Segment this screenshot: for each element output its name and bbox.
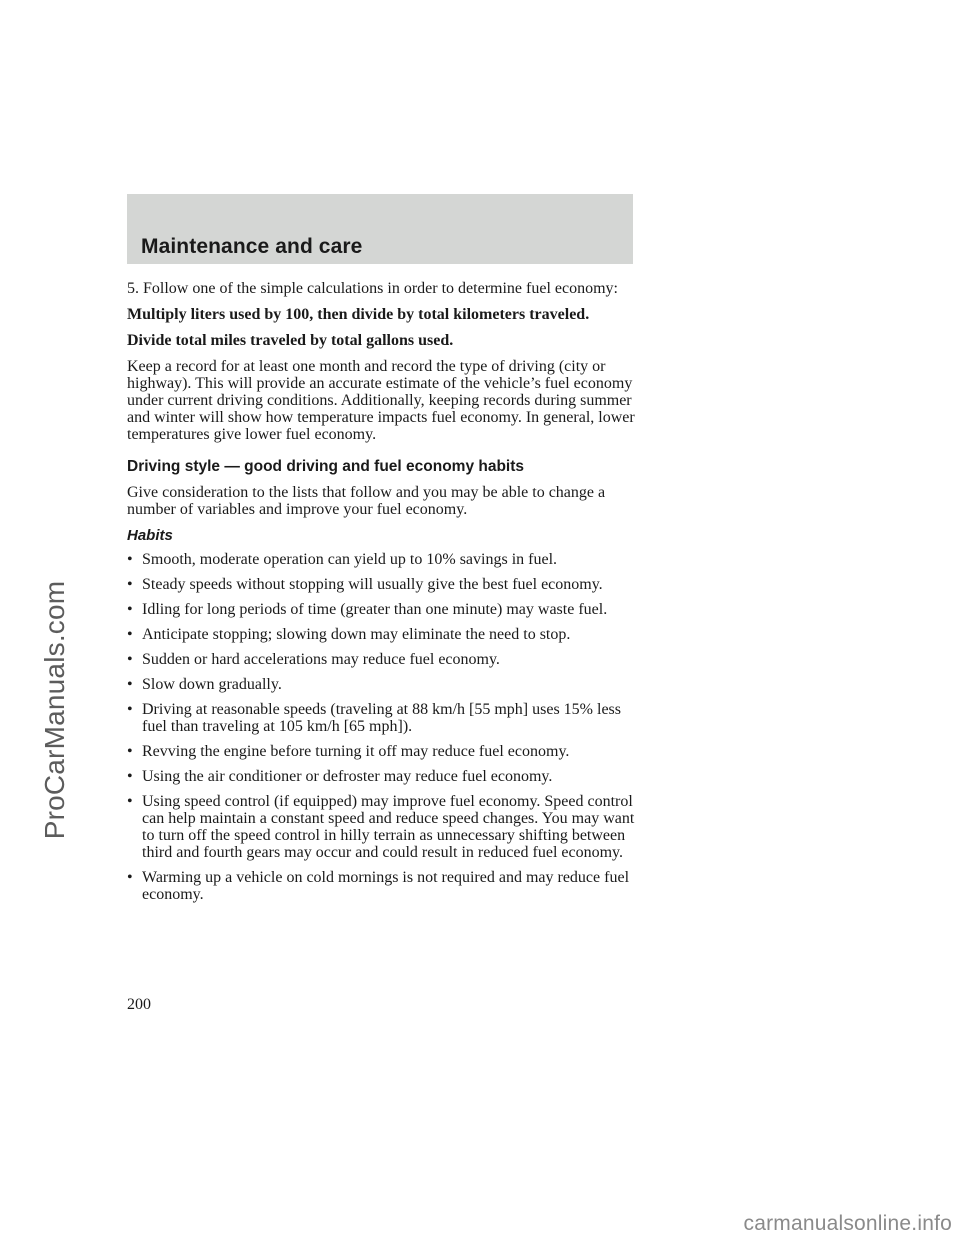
habit-text: Using speed control (if equipped) may improve fuel economy. Speed control can help maintain a constant speed and reduce speed changes. You may want to turn off the speed control in hilly terrain as unnecessary shifting between third and fourth gears may occur and could result in reduced fuel economy. — [142, 793, 635, 861]
habit-item — [127, 651, 635, 668]
habit-item — [127, 601, 635, 618]
habit-text: Idling for long periods of time (greater than one minute) may waste fuel. — [142, 601, 608, 618]
bullet-icon: • — [127, 601, 133, 618]
formula-imperial: Divide total miles traveled by total gallons used. — [127, 332, 454, 349]
bullet-icon: • — [127, 576, 133, 593]
habit-item — [127, 676, 635, 693]
driving-style-intro: Give consideration to the lists that follow and you may be able to change a number of variables and improve your fuel economy. — [127, 484, 606, 518]
driving-style-heading: Driving style — good driving and fuel economy habits — [127, 458, 525, 475]
bullet-icon: • — [127, 743, 133, 760]
section-title: Maintenance and care — [141, 235, 363, 258]
page-content — [127, 280, 635, 911]
habit-text: Using the air conditioner or defroster may reduce fuel economy. — [142, 768, 553, 785]
habit-item — [127, 576, 635, 593]
section-header-band — [127, 194, 633, 264]
formula-metric: Multiply liters used by 100, then divide by total kilometers traveled. — [127, 306, 590, 323]
habit-item — [127, 551, 635, 568]
footer-watermark: carmanualsonline.info — [743, 1212, 952, 1235]
bullet-icon: • — [127, 701, 133, 718]
habits-list — [127, 551, 635, 903]
habit-item — [127, 743, 635, 760]
habit-text: Warming up a vehicle on cold mornings is not required and may reduce fuel economy. — [142, 869, 630, 903]
bullet-icon: • — [127, 676, 133, 693]
habit-item — [127, 768, 635, 785]
page-number: 200 — [127, 996, 151, 1013]
habit-text: Slow down gradually. — [142, 676, 282, 693]
habit-item — [127, 701, 635, 735]
bullet-icon: • — [127, 626, 133, 643]
bullet-icon: • — [127, 869, 133, 886]
bullet-icon: • — [127, 793, 133, 810]
step-5-paragraph: 5. Follow one of the simple calculations in order to determine fuel economy: — [127, 280, 618, 297]
habit-item — [127, 869, 635, 903]
habit-text: Sudden or hard accelerations may reduce fuel economy. — [142, 651, 500, 668]
bullet-icon: • — [127, 768, 133, 785]
bullet-icon: • — [127, 651, 133, 668]
bullet-icon: • — [127, 551, 133, 568]
habit-text: Anticipate stopping; slowing down may eliminate the need to stop. — [142, 626, 571, 643]
habits-heading: Habits — [127, 527, 173, 544]
side-watermark: ProCarManuals.com — [39, 580, 70, 840]
habit-item — [127, 793, 635, 861]
habit-text: Steady speeds without stopping will usually give the best fuel economy. — [142, 576, 603, 593]
record-paragraph: Keep a record for at least one month and record the type of driving (city or highway). This will provide an accurate estimate of the vehicle’s fuel economy under current driving conditions. Additionally, keeping records during summer and winter will show how temperature impacts fuel economy. In general, lower temperatures give lower fuel economy. — [127, 358, 635, 443]
habit-text: Revving the engine before turning it off may reduce fuel economy. — [142, 743, 570, 760]
habit-text: Driving at reasonable speeds (traveling at 88 km/h [55 mph] uses 15% less fuel than traveling at 105 km/h [65 mph]). — [142, 701, 621, 735]
habit-text: Smooth, moderate operation can yield up to 10% savings in fuel. — [142, 551, 558, 568]
habit-item — [127, 626, 635, 643]
